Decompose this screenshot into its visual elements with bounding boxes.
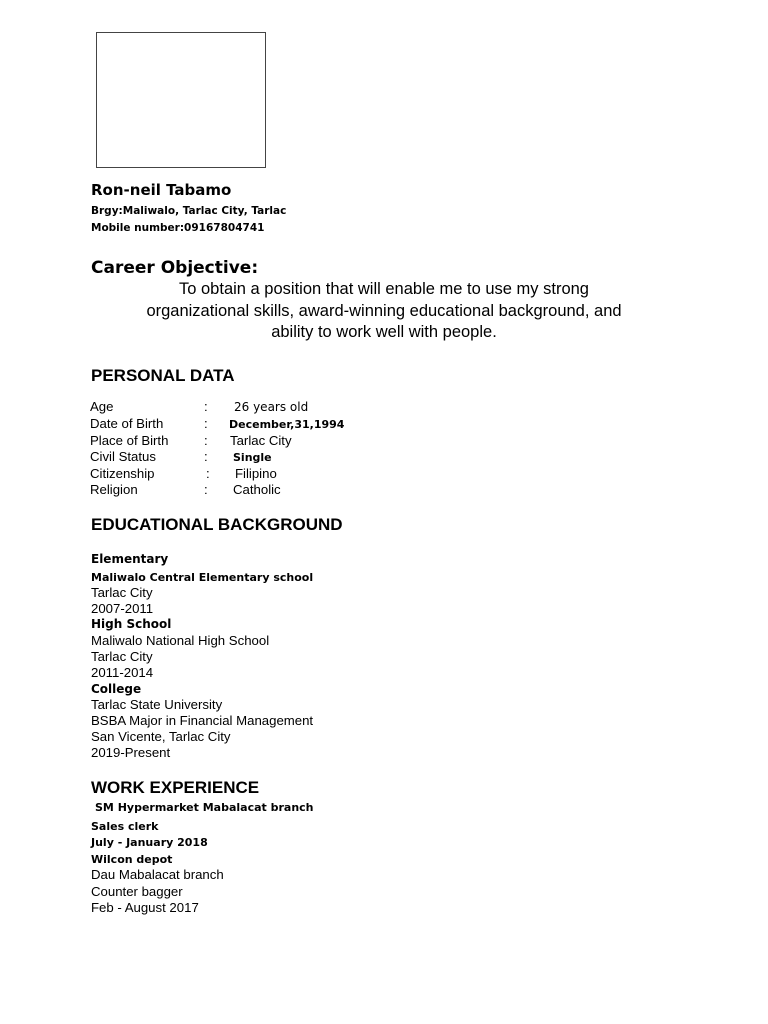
personal-data-title: PERSONAL DATA	[91, 366, 235, 385]
job2-company: Wilcon depot	[91, 853, 173, 866]
objective-line: ability to work well with people.	[271, 323, 497, 341]
elementary-years: 2007-2011	[91, 601, 154, 616]
highschool-location: Tarlac City	[91, 649, 153, 664]
mobile-number: Mobile number:09167804741	[91, 222, 265, 234]
pd-sep: :	[204, 482, 208, 497]
college-years: 2019-Present	[91, 745, 171, 760]
pd-sep: :	[204, 433, 208, 448]
objective-line: organizational skills, award-winning educational background, and	[146, 301, 622, 320]
pd-label-pob: Place of Birth	[90, 433, 169, 448]
elementary-school: Maliwalo Central Elementary school	[91, 571, 314, 584]
job2-branch: Dau Mabalacat branch	[91, 867, 224, 882]
work-experience-title: WORK EXPERIENCE	[91, 778, 260, 797]
college-location: San Vicente, Tarlac City	[91, 729, 231, 744]
pd-sep: :	[204, 416, 208, 431]
pd-sep: :	[206, 466, 210, 481]
address: Brgy:Maliwalo, Tarlac City, Tarlac	[91, 205, 287, 217]
elementary-heading: Elementary	[91, 552, 169, 566]
objective-line: To obtain a position that will enable me to use my strong	[179, 280, 589, 298]
pd-value-citizenship: Filipino	[235, 466, 277, 481]
pd-label-age: Age	[90, 399, 114, 414]
job2-position: Counter bagger	[91, 884, 183, 899]
career-objective-text	[84, 279, 684, 344]
job1-position: Sales clerk	[91, 820, 159, 833]
pd-label-citizenship: Citizenship	[90, 466, 155, 481]
elementary-location: Tarlac City	[91, 585, 153, 600]
highschool-school: Maliwalo National High School	[91, 633, 270, 648]
pd-value-age: 26 years old	[234, 400, 309, 414]
pd-label-dob: Date of Birth	[90, 416, 164, 431]
pd-label-religion: Religion	[90, 482, 138, 497]
job1-company: SM Hypermarket Mabalacat branch	[95, 801, 314, 814]
applicant-name: Ron-neil Tabamo	[91, 181, 232, 199]
job1-dates: July - January 2018	[91, 836, 208, 849]
pd-label-civil-status: Civil Status	[90, 449, 156, 464]
college-heading: College	[91, 682, 142, 696]
career-objective-title: Career Objective:	[91, 258, 259, 278]
pd-value-pob: Tarlac City	[230, 433, 292, 448]
job2-dates: Feb - August 2017	[91, 900, 199, 915]
pd-value-religion: Catholic	[233, 482, 281, 497]
photo-placeholder	[96, 32, 266, 168]
pd-sep: :	[204, 399, 208, 414]
college-school: Tarlac State University	[91, 697, 223, 712]
college-course: BSBA Major in Financial Management	[91, 713, 314, 728]
pd-value-dob: December,31,1994	[229, 418, 345, 431]
highschool-heading: High School	[91, 617, 172, 631]
highschool-years: 2011-2014	[91, 665, 154, 680]
pd-value-civil-status: Single	[233, 451, 272, 464]
educational-background-title: EDUCATIONAL BACKGROUND	[91, 515, 343, 534]
pd-sep: :	[204, 449, 208, 464]
